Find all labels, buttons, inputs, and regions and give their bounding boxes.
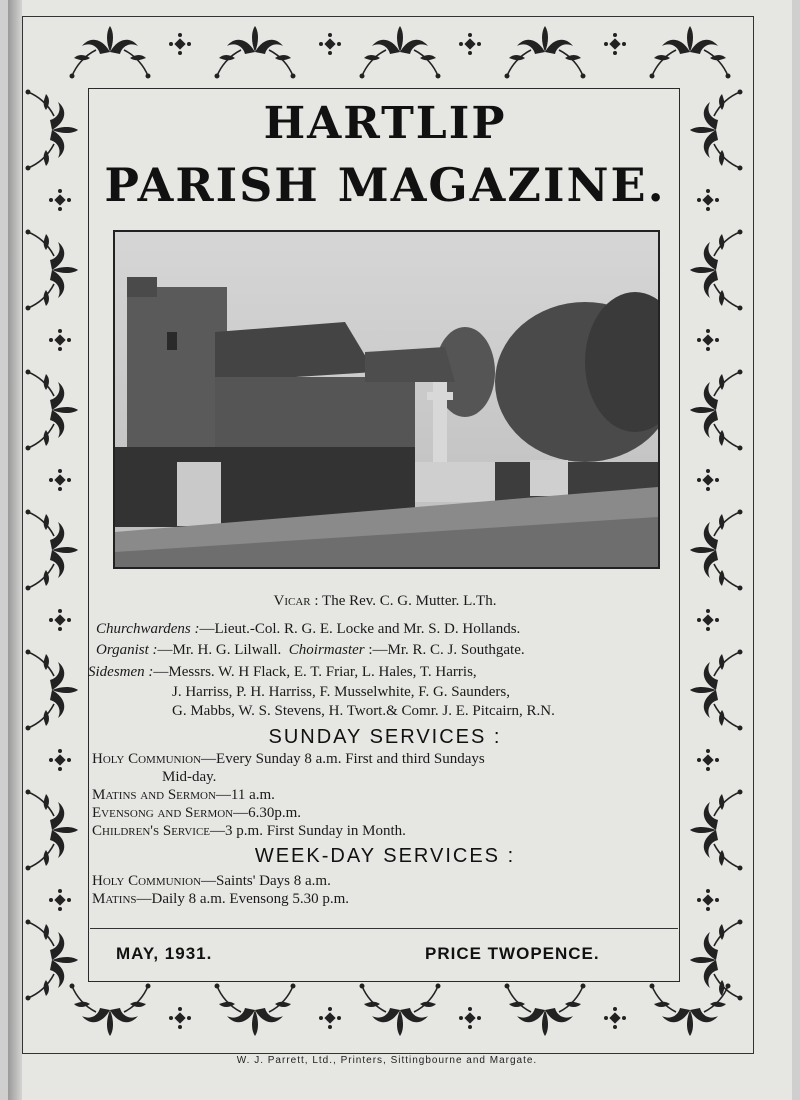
sunday-children-label: Children's Service xyxy=(92,823,211,839)
price: PRICE TWOPENCE. xyxy=(425,944,600,963)
weekday-matins-text: —Daily 8 a.m. Evensong 5.30 p.m. xyxy=(136,891,349,907)
sunday-matins-line xyxy=(92,786,275,804)
weekday-holy-communion-line xyxy=(92,872,331,890)
sidesmen-names-3: G. Mabbs, W. S. Stevens, H. Twort.& Comr. J. E. Pitcairn, R.N. xyxy=(172,703,555,719)
sunday-children-text: —3 p.m. First Sunday in Month. xyxy=(210,823,406,839)
organist-label: Organist : xyxy=(96,642,158,658)
weekday-holy-communion-label: Holy Communion xyxy=(92,873,202,889)
sunday-holy-communion-line xyxy=(92,750,485,768)
weekday-holy-communion-text: —Saints' Days 8 a.m. xyxy=(201,873,331,889)
sunday-evensong-label: Evensong and Sermon xyxy=(92,805,234,821)
sunday-services-heading: SUNDAY SERVICES : xyxy=(268,726,502,748)
sunday-children-line xyxy=(92,822,406,840)
footer-divider xyxy=(90,928,678,929)
sunday-holy-communion-cont: Mid-day. xyxy=(162,769,217,785)
title-parish-magazine: PARISH MAGAZINE. xyxy=(104,158,666,212)
sunday-matins-label: Matins and Sermon xyxy=(92,787,216,803)
weekday-matins-line xyxy=(92,890,349,908)
weekday-services-heading: WEEK-DAY SERVICES : xyxy=(254,845,516,867)
issue-date: MAY, 1931. xyxy=(116,944,213,963)
vicar-label: Vicar : xyxy=(273,593,319,609)
page-edge-shadow xyxy=(8,0,22,1100)
sunday-evensong-line xyxy=(92,804,301,822)
organist-line xyxy=(96,641,525,659)
sunday-evensong-text: —6.30p.m. xyxy=(233,805,302,821)
churchwardens-label: Churchwardens : xyxy=(96,621,200,637)
weekday-matins-label: Matins xyxy=(92,891,137,907)
sunday-holy-communion-text: —Every Sunday 8 a.m. First and third Sundays xyxy=(201,751,485,767)
title-hartlip: HARTLIP xyxy=(263,98,507,149)
choirmaster-label: Choirmaster xyxy=(288,642,365,658)
churchwardens-line xyxy=(96,620,520,638)
organist-name: —Mr. H. G. Lilwall. xyxy=(157,642,282,658)
church-photograph xyxy=(113,230,660,569)
printer-credit: W. J. Parrett, Ltd., Printers, Sittingbourne and Margate. xyxy=(236,1055,538,1066)
vicar-line xyxy=(90,592,680,610)
vicar-name: The Rev. C. G. Mutter. L.Th. xyxy=(322,593,497,609)
sidesmen-names-2: J. Harriss, P. H. Harriss, F. Musselwhite, F. G. Saunders, xyxy=(172,684,511,700)
sidesmen-label: Sidesmen : xyxy=(88,664,154,680)
sunday-matins-text: —11 a.m. xyxy=(215,787,275,803)
sidesmen-line-1 xyxy=(88,663,477,681)
sunday-holy-communion-label: Holy Communion xyxy=(92,751,202,767)
choirmaster-name: :—Mr. R. C. J. Southgate. xyxy=(364,642,525,658)
sidesmen-names-1: —Messrs. W. H Flack, E. T. Friar, L. Hales, T. Harris, xyxy=(153,664,477,680)
churchwardens-names: —Lieut.-Col. R. G. E. Locke and Mr. S. D. Hollands. xyxy=(199,621,521,637)
